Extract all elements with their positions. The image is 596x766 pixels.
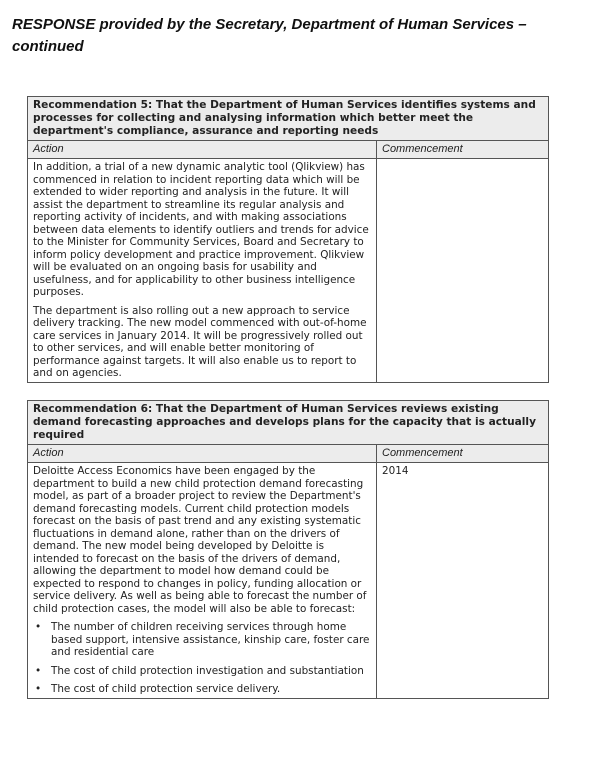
list-item: [33, 665, 371, 678]
recommendation-6-table: [27, 400, 549, 699]
action-paragraph: Deloitte Access Economics have been engaged by the department to build a new child protection demand forecasting model, as part of a broader project to review the Department's demand forecasting models. Current child protection models forecast on the basis of past trend and any existing systematic fluctuations in demand alone, rather than on the drivers of demand. The new model being developed by Deloitte is intended to forecast on the basis of the drivers of demand, allowing the department to model how demand could be expected to respond to changes in policy, funding allocation or service delivery. As well as being able to forecast the number of child protection cases, the model will also be able to forecast:: [33, 465, 367, 615]
list-item-text: The cost of child protection investigation and substantiation: [51, 664, 364, 677]
commencement-column-header: Commencement: [377, 141, 549, 159]
recommendation-5-action-cell: [28, 159, 377, 383]
action-column-header: Action: [28, 141, 377, 159]
page-title-line-1: RESPONSE provided by the Secretary, Department of Human Services –: [12, 16, 527, 33]
recommendation-5-table: [27, 96, 549, 383]
list-item-text: The cost of child protection service delivery.: [51, 683, 281, 695]
list-item: [33, 621, 371, 659]
action-column-header: Action: [28, 445, 377, 463]
commencement-column-header: Commencement: [377, 445, 549, 463]
bullet-icon: •: [35, 683, 42, 695]
page-header: [12, 14, 572, 58]
recommendation-5-commencement-cell: [377, 159, 549, 383]
forecast-bullet-list: [33, 621, 371, 696]
recommendation-5-title: Recommendation 5: That the Department of Human Services identifies systems and processes for collecting and analysing information which better meet the department's compliance, assurance and reporting needs: [28, 97, 549, 141]
recommendation-6-commencement-cell: 2014: [377, 463, 549, 699]
page-title-line-2: continued: [12, 38, 84, 55]
recommendation-6-title: Recommendation 6: That the Department of Human Services reviews existing demand forecasting approaches and develops plans for the capacity that is actually required: [28, 401, 549, 445]
bullet-icon: •: [35, 621, 42, 633]
action-paragraph: In addition, a trial of a new dynamic analytic tool (Qlikview) has commenced in relation to incident reporting data which will be extended to wider reporting and analysis in the future. It will assist the department to streamline its regular analysis and reporting activity of incidents, and with making associations between data elements to identify outliers and trends for advice to the Minister for Community Services, Board and Secretary to inform policy development and practice improvement. Qlikview will be evaluated on an ongoing basis for usability and usefulness, and for applicability to other business intelligence purposes.: [33, 161, 369, 298]
list-item: [33, 683, 371, 696]
recommendation-6-action-cell: [28, 463, 377, 699]
bullet-icon: •: [35, 664, 42, 677]
list-item-text: The number of children receiving services through home based support, intensive assistance, kinship care, foster care and residential care: [51, 621, 370, 658]
action-paragraph: The department is also rolling out a new approach to service delivery tracking. The new model commenced with out-of-home care services in January 2014. It will be progressively rolled out to other services, and will enable better monitoring of performance against targets. It will also enable us to report to and on agencies.: [33, 304, 367, 379]
